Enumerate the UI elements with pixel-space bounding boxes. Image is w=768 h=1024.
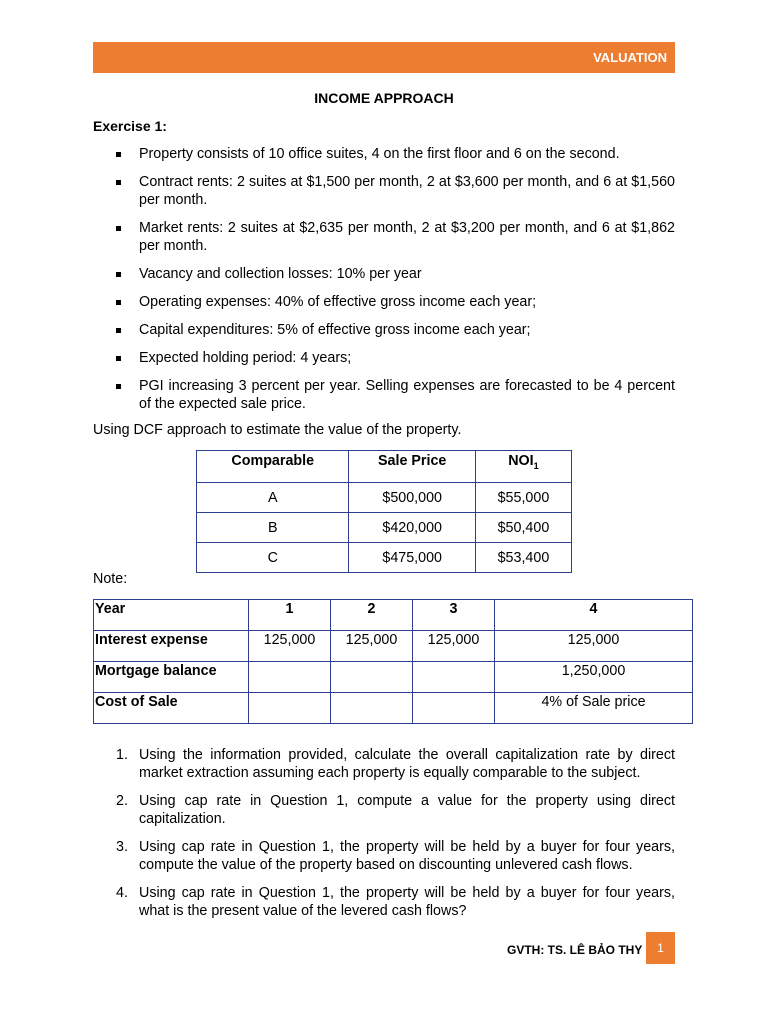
table-cell: 4% of Sale price [495,693,693,724]
table-row [197,513,572,543]
table-cell [249,662,331,693]
question-number: 1. [116,747,128,763]
exercise-heading: Exercise 1: [93,118,167,134]
table-header: 4 [495,600,693,631]
table-header: 3 [413,600,495,631]
question-number: 4. [116,885,128,901]
table-header [475,451,571,483]
noi-header: NOI [508,453,534,469]
list-item [93,838,675,874]
table-header-row [197,451,572,483]
question-number: 2. [116,793,128,809]
table-cell: $55,000 [475,483,571,513]
table-header: Year [94,600,249,631]
table-cell: $53,400 [475,543,571,573]
list-item: PGI increasing 3 percent per year. Selling expenses are forecasted to be 4 percent of the expected sale price. [93,377,675,413]
list-item [93,746,675,782]
question-text: Using cap rate in Question 1, the property will be held by a buyer for four years, compute the value of the property based on discounting unlevered cash flows. [139,839,675,873]
list-item: Expected holding period: 4 years; [93,349,675,367]
table-cell [413,662,495,693]
section-label: VALUATION [593,50,667,65]
table-cell [331,693,413,724]
question-list [93,746,675,930]
question-text: Using cap rate in Question 1, compute a value for the property using direct capitalization. [139,793,675,827]
table-row [197,543,572,573]
table-header: Comparable [197,451,349,483]
footer-author: GVTH: TS. LÊ BẢO THY [507,943,643,957]
table-cell: 125,000 [331,631,413,662]
table-row [94,662,693,693]
list-item [93,792,675,828]
table-cell: Interest expense [94,631,249,662]
question-text: Using the information provided, calculate the overall capitalization rate by direct market extraction assuming each property is equally comparable to the subject. [139,747,675,781]
table-cell: C [197,543,349,573]
table-cell [331,662,413,693]
table-cell: 125,000 [495,631,693,662]
page-title: INCOME APPROACH [314,90,454,106]
question-text: Using cap rate in Question 1, the property will be held by a buyer for four years, what is the present value of the levered cash flows? [139,885,675,919]
table-cell: $420,000 [349,513,475,543]
list-item: Contract rents: 2 suites at $1,500 per month, 2 at $3,600 per month, and 6 at $1,560 per month. [93,173,675,209]
table-cell: 1,250,000 [495,662,693,693]
table-cell: $475,000 [349,543,475,573]
table-cell [413,693,495,724]
list-item: Operating expenses: 40% of effective gross income each year; [93,293,675,311]
header-bar [93,42,675,73]
table-cell: A [197,483,349,513]
table-cell: Cost of Sale [94,693,249,724]
noi-subscript: 1 [533,460,539,471]
table-cell: B [197,513,349,543]
table-row [94,631,693,662]
list-item: Market rents: 2 suites at $2,635 per month, 2 at $3,200 per month, and 6 at $1,862 per month. [93,219,675,255]
comparables-table [196,450,572,573]
question-number: 3. [116,839,128,855]
table-row [94,693,693,724]
table-header: Sale Price [349,451,475,483]
table-header: 2 [331,600,413,631]
page-number: 1 [646,932,675,964]
table-cell: $50,400 [475,513,571,543]
list-item [93,884,675,920]
table-cell: $500,000 [349,483,475,513]
bullet-list [93,145,675,423]
table-cell: 125,000 [249,631,331,662]
list-item: Capital expenditures: 5% of effective gross income each year; [93,321,675,339]
table-header-row [94,600,693,631]
list-item: Property consists of 10 office suites, 4 on the first floor and 6 on the second. [93,145,675,163]
table-header: 1 [249,600,331,631]
table-cell: 125,000 [413,631,495,662]
note-label: Note: [93,571,128,587]
dcf-sentence: Using DCF approach to estimate the value of the property. [93,422,462,438]
table-row [197,483,572,513]
list-item: Vacancy and collection losses: 10% per year [93,265,675,283]
table-cell: Mortgage balance [94,662,249,693]
table-cell [249,693,331,724]
note-table [93,599,693,724]
